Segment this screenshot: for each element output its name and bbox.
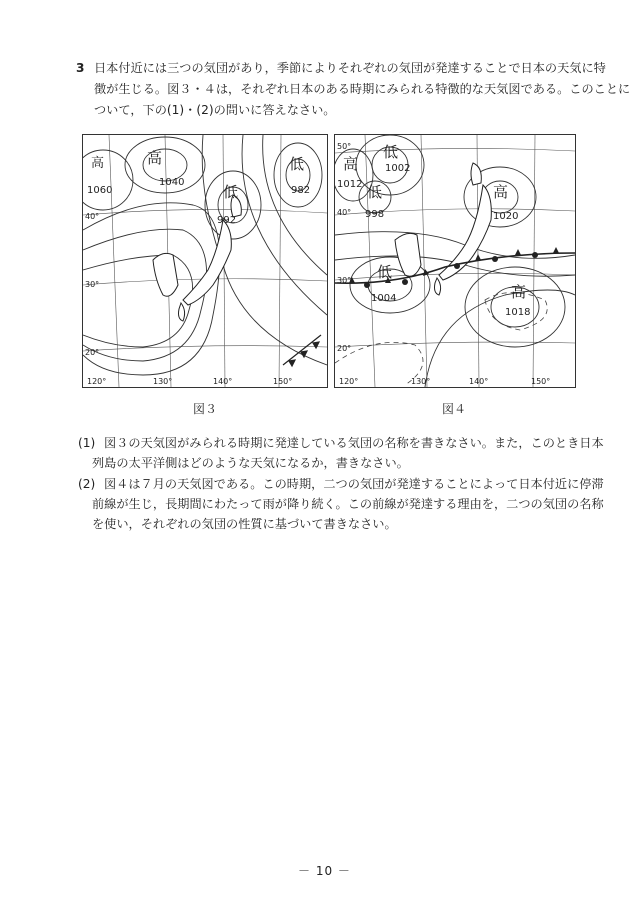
pressure-label: 低	[367, 183, 383, 201]
latitude-label: 30°	[337, 276, 352, 285]
pressure-label: 高	[511, 283, 527, 301]
weather-map-figure3	[82, 134, 328, 388]
intro-line: ついて，下の(1)・(2)の問いに答えなさい。	[94, 103, 336, 117]
latitude-label: 20°	[337, 344, 352, 353]
longitude-label: 140°	[213, 377, 233, 386]
weather-map-figure4	[334, 134, 576, 388]
intro-line: 日本付近には三つの気団があり，季節によりそれぞれの気団が発達することで日本の天気に特	[94, 61, 606, 75]
latitude-label: 40°	[337, 208, 352, 217]
pressure-label: 1040	[159, 177, 185, 188]
pressure-label: 992	[217, 215, 237, 226]
figure4-caption: 図４	[442, 402, 467, 416]
pressure-label: 1012	[337, 179, 363, 190]
figure3-caption: 図３	[193, 402, 218, 416]
pressure-label: 低	[289, 155, 305, 173]
pressure-label: 1002	[385, 163, 411, 174]
latitude-label: 30°	[85, 280, 100, 289]
longitude-label: 130°	[411, 377, 431, 386]
subquestion-line: 図３の天気図がみられる時期に発達している気団の名称を書きなさい。また，このとき日本	[104, 436, 604, 450]
longitude-label: 150°	[531, 377, 551, 386]
subquestion-label: (1)	[78, 436, 96, 450]
pressure-label: 低	[223, 183, 239, 201]
subquestion-line: 列島の太平洋側はどのような天気になるか，書きなさい。	[92, 456, 409, 470]
latitude-label: 20°	[85, 348, 100, 357]
pressure-label: 1004	[371, 293, 397, 304]
subquestion-line: 図４は７月の天気図である。この時期，二つの気団が発達することによって日本付近に停滞	[104, 477, 604, 491]
intro-line: 徴が生じる。図３・４は，それぞれ日本のある時期にみられる特徴的な天気図である。このことに	[94, 82, 631, 96]
page-number: － 10 －	[298, 864, 351, 878]
pressure-label: 1020	[493, 211, 519, 222]
longitude-label: 130°	[153, 377, 173, 386]
subquestion-label: (2)	[78, 477, 96, 491]
pressure-label: 高	[343, 155, 359, 173]
pressure-label: 1018	[505, 307, 531, 318]
subquestion-2	[78, 474, 604, 534]
longitude-label: 140°	[469, 377, 489, 386]
longitude-label: 150°	[273, 377, 293, 386]
latitude-label: 50°	[337, 142, 352, 151]
weather-map-4-svg	[335, 135, 575, 387]
latitude-label: 40°	[85, 212, 100, 221]
longitude-label: 120°	[87, 377, 107, 386]
pressure-label: 1060	[87, 185, 113, 196]
subquestion-1	[78, 433, 604, 473]
subquestion-line: を使い，それぞれの気団の性質に基づいて書きなさい。	[92, 517, 397, 531]
question-intro	[76, 58, 631, 121]
pressure-label: 高	[493, 183, 509, 201]
pressure-label: 982	[291, 185, 311, 196]
pressure-label: 998	[365, 209, 385, 220]
pressure-label: 高	[91, 156, 105, 171]
longitude-label: 120°	[339, 377, 359, 386]
subquestion-line: 前線が生じ，長期間にわたって雨が降り続く。この前線が発達する理由を，二つの気団の名称	[92, 497, 604, 511]
pressure-label: 低	[377, 263, 393, 281]
pressure-label: 低	[383, 143, 399, 161]
pressure-label: 高	[147, 149, 163, 167]
question-number: 3	[76, 61, 85, 75]
weather-map-3-svg	[83, 135, 327, 387]
